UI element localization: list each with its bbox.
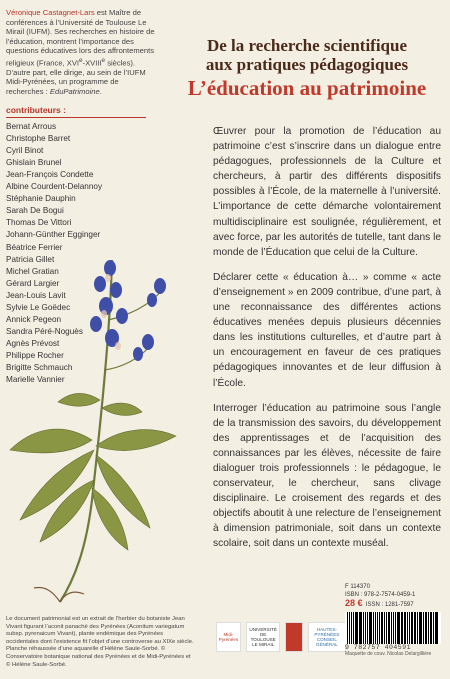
barcode-bar xyxy=(384,612,385,644)
contributor-name: Michel Gratian xyxy=(6,266,59,276)
contributor-name: Philippe Rocher xyxy=(6,350,64,360)
partner-logos xyxy=(216,620,346,654)
barcode-bar xyxy=(435,612,436,644)
contributor-name: Jean-François Condette xyxy=(6,170,94,180)
barcode-bar xyxy=(363,612,364,644)
barcode-bar xyxy=(393,612,395,644)
barcode-bar xyxy=(391,612,392,644)
barcode-bar xyxy=(425,612,427,644)
barcode-bar xyxy=(381,612,383,644)
barcode-bar xyxy=(373,612,374,644)
title-line-1: De la recherche scientifique xyxy=(206,36,407,55)
barcode-bar xyxy=(402,612,403,644)
paragraph-2: Déclarer cette « éducation à… » comme « acte d’enseignement » en 2009 contribue, d’une part, à une reconnaissance des différentes actions éducatives menées depuis plusieurs décennies dans les institutions culturelles, et d’autre part à un encouragement en faveur de ces pratiques pédagogiques innovantes et de leur diffusion à l’École. xyxy=(213,271,441,389)
barcode-number: 9 782757 404591 xyxy=(345,644,412,651)
paragraph-1: Œuvrer pour la promotion de l’éducation au patrimoine c’est s’inscrire dans un dialogue entre pédagogues, professionnels de la Culture et chercheurs, à partir des différents dispositifs possibles à l’École, de la maternelle à l’université. L’importance de cette démarche volontairement multidisciplinaire est soulignée, régulièrement, et avec force, par les autorités de tutelle, tant dans le monde de l’Éducation que celui de la Culture. xyxy=(213,126,441,258)
iufm-logo xyxy=(285,622,302,652)
barcode-bar xyxy=(397,612,399,644)
barcode-bar xyxy=(379,612,380,644)
author-bio: Véronique Castagnet-Lars est Maître de conférences à l’Université de Toulouse Le Mirail (IUFM). Ses recherches en histoire de l’éducation, montrent l’importance des questions éducatives lors des affrontements religieux (France, XVIe-XVIIIe siècles). D’autre part, elle dirige, au sein de l’IUFM Midi-Pyrénées, un programme de recherches : EduPatrimoine. xyxy=(6,8,155,96)
barcode-bar xyxy=(360,612,362,644)
barcode-bar xyxy=(404,612,406,644)
barcode-bar xyxy=(420,612,422,644)
barcode-bar xyxy=(359,612,360,644)
midi-pyrenees-logo: Midi-Pyrénées xyxy=(216,622,241,652)
contributor-name: Gérard Largier xyxy=(6,278,60,288)
contributor-name: Sylvie Le Goëdec xyxy=(6,302,71,312)
contributor-name: Béatrice Ferrier xyxy=(6,242,63,252)
paragraph-3: Interroger l’éducation au patrimoine sous l’angle de la transmission des savoirs, du développement des apprentissages et de l’acquisition des connaissances par les élèves, nécessite de faire dialoguer trois professionnels : le pédagogue, le conservateur, le chercheur, sans clivage disciplinaire. Le croisement des regards et des objectifs aboutit à une relecture de l’enseignement à dimension patrimoniale, soit dans un contexte scolaire, soit dans un contexte muséal. xyxy=(213,402,441,550)
barcode-bar xyxy=(401,612,402,644)
barcode-bar xyxy=(351,612,352,644)
barcode-bar xyxy=(409,612,410,644)
contributor-name: Christophe Barret xyxy=(6,134,71,144)
contributor-name: Stéphanie Dauphin xyxy=(6,194,76,204)
author-name: Véronique Castagnet-Lars xyxy=(6,8,95,17)
barcode-bar xyxy=(417,612,418,644)
contributor-name: Johann-Günther Egginger xyxy=(6,230,101,240)
herbarium-plant-illustration xyxy=(0,250,190,610)
barcode-bar xyxy=(395,612,396,644)
barcode-bar xyxy=(349,612,351,644)
barcode-bar xyxy=(419,612,420,644)
product-code: F 114370 xyxy=(345,584,370,590)
contributor-name: Sarah De Bogui xyxy=(6,206,64,216)
contributor-name: Brigitte Schmauch xyxy=(6,362,73,372)
image-caption: Le document patrimonial est un extrait de l’herbier du botaniste Jean Vivant figurant l’aconit panaché des Pyrénées (Aconitum variegatum subsp. pyrenaicum Vivant), plante endémique des Pyrénées occidentales dont l’existence fit l’objet d’une controverse au XIXe siècle. Planche réhaussée d’une aquarelle d’Hélène Saule-Sorbé. © Conservatoire botanique national des Pyrénées et de Midi-Pyrénées et © Hélène Saule-Sorbé. xyxy=(6,616,194,668)
barcode-bar xyxy=(375,612,376,644)
issn: ISSN : 1281-7597 xyxy=(365,602,414,608)
back-cover-text xyxy=(213,124,441,562)
barcode-bar xyxy=(423,612,424,644)
barcode-bar xyxy=(388,612,390,644)
contributor-name: Patricia Gillet xyxy=(6,254,55,264)
barcode-bar xyxy=(428,612,429,644)
barcode-bar xyxy=(347,612,348,644)
barcode xyxy=(345,612,441,644)
title-block xyxy=(172,36,442,101)
cover-credit: Maquette de couv. Nicolas Delargillière xyxy=(345,651,432,657)
barcode-area xyxy=(345,583,445,657)
contributor-name: Annick Pegeon xyxy=(6,314,62,324)
contributor-name: Cyril Binot xyxy=(6,146,44,156)
contributor-name: Ghislain Brunel xyxy=(6,158,62,168)
barcode-bar xyxy=(414,612,416,644)
title-line-2: aux pratiques pédagogiques xyxy=(205,55,409,74)
contributor-name: Albine Courdent-Delannoy xyxy=(6,182,103,192)
contributor-name: Marielle Vannier xyxy=(6,375,65,385)
barcode-bar xyxy=(386,612,387,644)
contributor-name: Thomas De Vittori xyxy=(6,218,72,228)
contributors-divider xyxy=(6,117,146,118)
hautes-pyrenees-logo: HAUTES-PYRÉNÉES CONSEIL GÉNÉRAL xyxy=(308,622,346,652)
contributor-name: Jean-Louis Lavit xyxy=(6,290,66,300)
barcode-bar xyxy=(369,612,371,644)
contributor-name: Bernat Arrous xyxy=(6,122,57,132)
barcode-bar xyxy=(353,612,354,644)
barcode-bar xyxy=(433,612,434,644)
price: 28 € xyxy=(345,598,363,608)
barcode-bar xyxy=(436,612,438,644)
barcode-bar xyxy=(377,612,379,644)
contributors-heading: contributeurs : xyxy=(6,105,66,116)
barcode-bar xyxy=(407,612,408,644)
barcode-bar xyxy=(367,612,369,644)
book-title: L’éducation au patrimoine xyxy=(187,76,427,100)
barcode-bar xyxy=(411,612,413,644)
contributor-name: Sandra Péré-Noguès xyxy=(6,326,83,336)
contributor-name: Agnès Prévost xyxy=(6,338,60,348)
barcode-bar xyxy=(365,612,366,644)
barcode-bar xyxy=(430,612,432,644)
barcode-bar xyxy=(355,612,357,644)
isbn: ISBN : 978-2-7574-0459-1 xyxy=(345,592,416,598)
universite-toulouse-logo: UNIVERSITÉ DE TOULOUSE LE MIRAIL xyxy=(246,622,280,652)
